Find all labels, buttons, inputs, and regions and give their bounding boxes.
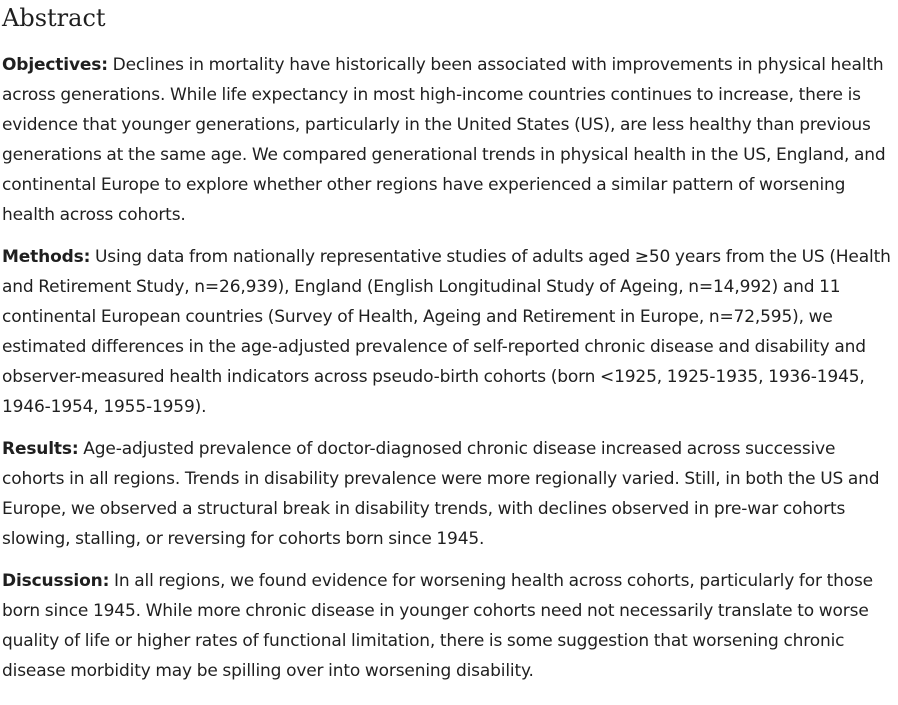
objectives-text: Declines in mortality have historically been associated with improvements in physical health across generations. While life expectancy in most high-income countries continues to increase, there is evidence that younger generations, particularly in the United States (US), are less healthy than previous generations at the same age. We compared generational trends in physical health in the US, England, and continental Europe to explore whether other regions have experienced a similar pattern of worsening health across cohorts. [2, 55, 886, 225]
results-paragraph [2, 434, 894, 554]
results-text: Age-adjusted prevalence of doctor-diagnosed chronic disease increased across successive cohorts in all regions. Trends in disability prevalence were more regionally varied. Still, in both the US and Europe, we observed a structural break in disability trends, with declines observed in pre-war cohorts slowing, stalling, or reversing for cohorts born since 1945. [2, 439, 880, 549]
abstract-section [2, 2, 894, 686]
methods-paragraph [2, 242, 894, 422]
results-label: Results: [2, 439, 79, 459]
methods-text: Using data from nationally representative studies of adults aged ≥50 years from the US (Health and Retirement Study, n=26,939), England (English Longitudinal Study of Ageing, n=14,992) and 11 continental European countries (Survey of Health, Ageing and Retirement in Europe, n=72,595), we estimated differences in the age-adjusted prevalence of self-reported chronic disease and disability and observer-measured health indicators across pseudo-birth cohorts (born <1925, 1925-1935, 1936-1945, 1946-1954, 1955-1959). [2, 247, 891, 417]
discussion-paragraph [2, 566, 894, 686]
objectives-label: Objectives: [2, 55, 108, 75]
abstract-heading: Abstract [2, 4, 106, 32]
discussion-label: Discussion: [2, 571, 110, 591]
methods-label: Methods: [2, 247, 91, 267]
objectives-paragraph [2, 50, 894, 230]
discussion-text: In all regions, we found evidence for worsening health across cohorts, particularly for those born since 1945. While more chronic disease in younger cohorts need not necessarily translate to worse quality of life or higher rates of functional limitation, there is some suggestion that worsening chronic disease morbidity may be spilling over into worsening disability. [2, 571, 873, 681]
